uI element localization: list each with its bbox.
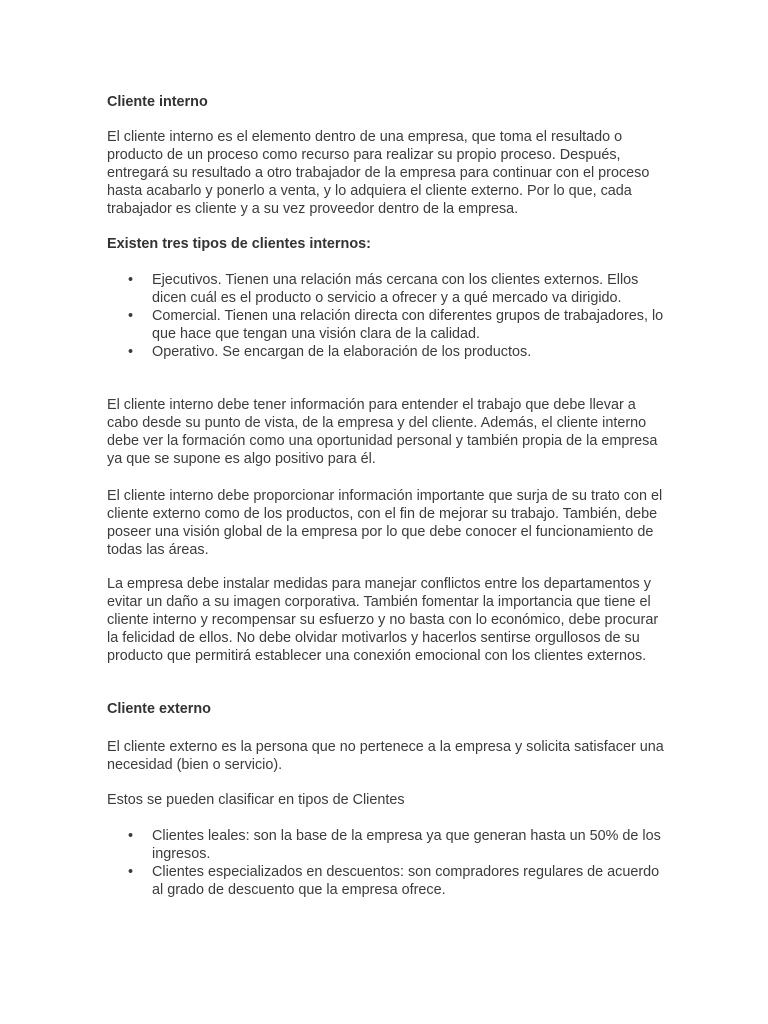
- bullet-icon: •: [128, 272, 134, 288]
- list-item: • Comercial. Tienen una relación directa con diferentes grupos de trabajadores, lo que hace que tengan una visión clara de la calidad.: [128, 308, 664, 342]
- list-item: • Clientes especializados en descuentos: son compradores regulares de acuerdo al grado de descuento que la empresa ofrece.: [128, 864, 660, 898]
- bullet-icon: •: [128, 344, 134, 360]
- paragraph-intro-externo: El cliente externo es la persona que no pertenece a la empresa y solicita satisfacer una necesidad (bien o servicio).: [107, 739, 664, 773]
- list-item: • Operativo. Se encargan de la elaboración de los productos.: [128, 344, 532, 360]
- list-tipos-internos: [107, 271, 667, 361]
- list-tipos-externos: [107, 827, 667, 899]
- list-item: • Ejecutivos. Tienen una relación más cercana con los clientes externos. Ellos dicen cuál es el producto o servicio a ofrecer y a qué mercado va dirigido.: [128, 272, 639, 306]
- heading-cliente-interno: Cliente interno: [107, 94, 208, 110]
- bullet-icon: •: [128, 828, 134, 844]
- list-item: • Clientes leales: son la base de la empresa ya que generan hasta un 50% de los ingresos.: [128, 828, 661, 862]
- bullet-icon: •: [128, 308, 134, 324]
- paragraph-clasificar: Estos se pueden clasificar en tipos de Clientes: [107, 792, 405, 808]
- paragraph-intro-interno: El cliente interno es el elemento dentro de una empresa, que toma el resultado o producto de un proceso como recurso para realizar su propio proceso. Después, entregará su resultado a otro trabajador de la empresa para continuar con el proceso hasta acabarlo y ponerlo a venta, y lo adquiera el cliente externo. Por lo que, cada trabajador es cliente y a su vez proveedor dentro de la empresa.: [107, 129, 650, 217]
- heading-cliente-externo: Cliente externo: [107, 701, 211, 717]
- paragraph-informacion: El cliente interno debe tener información para entender el trabajo que debe llevar a cabo desde su punto de vista, de la empresa y del cliente. Además, el cliente interno debe ver la formación como una oportunidad personal y también propia de la empresa ya que se supone es algo positivo para él.: [107, 397, 658, 467]
- bullet-icon: •: [128, 864, 134, 880]
- paragraph-proporcionar: El cliente interno debe proporcionar información importante que surja de su trato con el cliente externo como de los productos, con el fin de mejorar su trabajo. También, debe poseer una visión global de la empresa por lo que debe conocer el funcionamiento de todas las áreas.: [107, 488, 663, 558]
- paragraph-conflictos: La empresa debe instalar medidas para manejar conflictos entre los departamentos y evitar un daño a su imagen corporativa. También fomentar la importancia que tiene el cliente interno y recompensar su esfuerzo y no basta con lo económico, debe procurar la felicidad de ellos. No debe olvidar motivarlos y hacerlos sentirse orgullosos de su producto que permitirá establecer una conexión emocional con los clientes externos.: [107, 576, 659, 664]
- heading-tipos-internos: Existen tres tipos de clientes internos:: [107, 236, 371, 252]
